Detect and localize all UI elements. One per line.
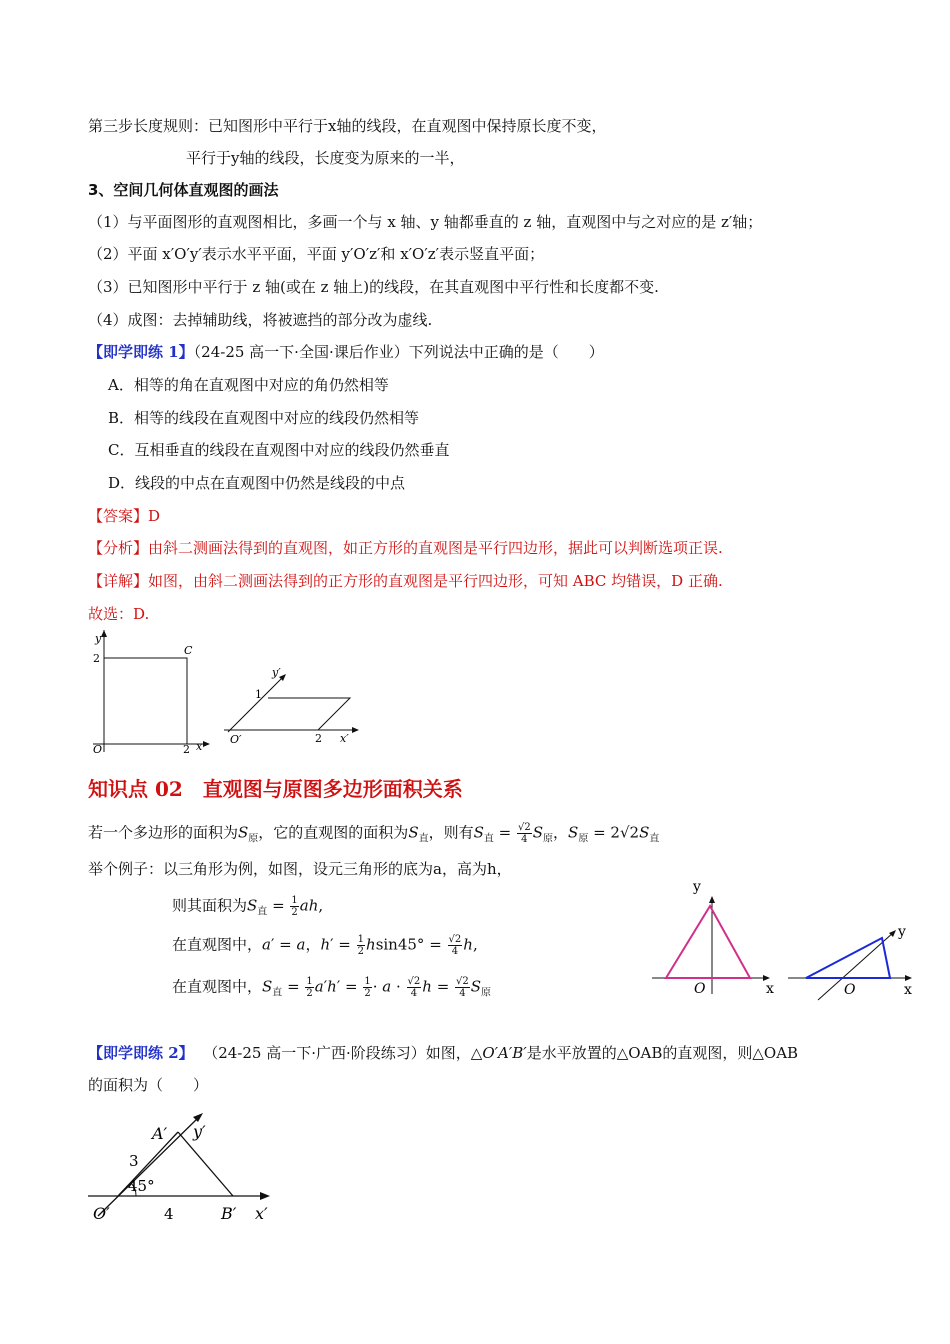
knowledge-line1-b: ，它的直观图的面积为 <box>258 823 409 842</box>
fig1-right-y-label: y′ <box>272 666 281 679</box>
sub-orig-3: 原 <box>578 833 589 845</box>
fig1-right-y-tick: 1 <box>255 688 262 701</box>
exercise1-conclusion: 故选：D. <box>88 605 150 623</box>
fig1-right-x-tick: 2 <box>315 732 322 745</box>
knowledge-direct-area-prefix: 在直观图中， <box>172 977 263 996</box>
frac-half-3: $\frac{1}{2}$ <box>306 976 313 999</box>
exercise2-tag: 【即学即练 2】 <box>88 1044 194 1062</box>
section3-item-4: （4）成图：去掉辅助线，将被遮挡的部分改为虚线. <box>88 311 433 329</box>
section3-title: 3、空间几何体直观图的画法 <box>88 181 279 199</box>
exercise1-option-b: B．相等的线段在直观图中对应的线段仍然相等 <box>108 409 420 427</box>
fig3-base-label: 4 <box>164 1205 174 1223</box>
fig1-left-origin: O <box>93 743 103 756</box>
exercise2-triangle: △O′A′B′ <box>470 1044 527 1062</box>
section3-item-2: （2）平面 x′O′y′表示水平平面，平面 y′O′z′和 x′O′z′表示竖直平面； <box>88 245 545 263</box>
fig1-left-y-label: y <box>95 632 102 645</box>
step3-rule-line2: 平行于y轴的线段，长度变为原来的一半， <box>186 149 465 167</box>
exercise1-source: （24-25 高一下·全国·课后作业）下列说法中正确的是（ ） <box>193 343 604 361</box>
figure1-square <box>88 630 218 755</box>
fig3-angle-label: 45° <box>128 1177 155 1195</box>
knowledge-direct-area: 在直观图中，$S_直$ = $\frac{1}{2}$ a′h′ = $\frac{1}{2}$ · a · $\frac{√2}{4}$ h = $\frac{√2}{4}$ $S_原$ <box>172 976 492 999</box>
knowledge-line1: 若一个多边形的面积为$S_原$，它的直观图的面积为$S_直$，则有$S_直$ = $\frac{√2}{4}$ $S_原$，$S_原 = 2√2S_直$ <box>88 822 660 845</box>
fig1-left-y-tick: 2 <box>93 652 100 665</box>
exercise1-answer: 【答案】D <box>88 507 161 525</box>
sub-orig-4: 原 <box>481 987 492 999</box>
exercise1-tag: 【即学即练 1】 <box>88 343 194 361</box>
sub-orig-1: 原 <box>248 833 259 845</box>
fig1-right-x-label: x′ <box>340 732 349 745</box>
knowledge-area-line: 则其面积为$S_直$ = $\frac{1}{2}$ ah, <box>172 895 324 918</box>
fig1-left-corner-c: C <box>184 644 193 657</box>
fig2-left-origin: O <box>694 981 706 997</box>
knowledge-line1-d: ， <box>553 823 569 842</box>
exercise1-header <box>88 342 604 362</box>
exercise1-detail: 【详解】如图，由斜二测画法得到的正方形的直观图是平行四边形，可知 ABC 均错误，D 正确. <box>88 572 723 590</box>
exercise1-analysis: 【分析】由斜二测画法得到的直观图，如正方形的直观图是平行四边形，据此可以判断选项正误. <box>88 539 723 557</box>
fig1-left-x-tick: 2 <box>183 743 190 756</box>
fig2-right-origin: O <box>844 982 856 998</box>
frac-sqrt2-over-4: $\frac{√2}{4}$ <box>518 822 531 845</box>
fig3-x-label: x′ <box>255 1204 268 1223</box>
knowledge-example: 举个例子：以三角形为例，如图，设元三角形的底为a，高为h， <box>88 860 512 878</box>
figure2-direct-triangle <box>786 920 921 1000</box>
frac-half-2: $\frac{1}{2}$ <box>357 934 365 957</box>
frac-half: $\frac{1}{2}$ <box>291 895 298 918</box>
frac-sqrt2-over-4-2: $\frac{√2}{4}$ <box>448 934 462 957</box>
fig1-left-x-label: x <box>196 740 203 753</box>
sub-direct-3: 直 <box>649 833 660 845</box>
fig2-left-y-label: y <box>693 879 701 895</box>
sub-direct-5: 直 <box>272 987 283 999</box>
section3-item-3: （3）已知图形中平行于 z 轴(或在 z 轴上)的线段，在其直观图中平行性和长度都不变. <box>88 278 659 296</box>
fig3-point-b: B′ <box>221 1204 237 1223</box>
knowledge-heading: 知识点 02 直观图与原图多边形面积关系 <box>88 777 463 801</box>
figure3-triangle <box>88 1106 288 1222</box>
fig3-point-a: A′ <box>152 1124 168 1143</box>
fig2-right-y-label: y <box>898 924 906 940</box>
exercise2-line2: 的面积为（ ） <box>88 1076 209 1094</box>
sub-direct-4: 直 <box>257 906 268 918</box>
original-triangle-shape <box>666 906 750 978</box>
exercise1-option-a: A．相等的角在直观图中对应的角仍然相等 <box>108 376 389 394</box>
fig3-side-label: 3 <box>129 1152 139 1170</box>
exercise2-rest: 是水平放置的△OAB的直观图，则△OAB <box>526 1044 799 1062</box>
frac-sqrt2-over-4-3: $\frac{√2}{4}$ <box>407 976 421 999</box>
fig2-right-x-label: x <box>904 982 912 998</box>
knowledge-direct-prefix: 在直观图中， <box>172 935 263 954</box>
fig3-y-label: y′ <box>193 1122 206 1141</box>
direct-triangle-shape <box>806 938 890 978</box>
knowledge-line1-c: ，则有 <box>428 823 474 842</box>
knowledge-line1-a: 若一个多边形的面积为 <box>88 823 239 842</box>
figure1-parallelogram <box>222 668 362 748</box>
frac-sqrt2-over-4-4: $\frac{√2}{4}$ <box>456 976 469 999</box>
frac-half-4: $\frac{1}{2}$ <box>364 976 371 999</box>
sub-orig-2: 原 <box>543 833 554 845</box>
exercise2-header <box>88 1043 798 1063</box>
knowledge-direct-dims: 在直观图中，a′ = a，h′ = $\frac{1}{2}$ hsin45° = $\frac{√2}{4}$ h, <box>172 934 478 957</box>
sub-direct-1: 直 <box>418 833 429 845</box>
step3-rule-line1: 第三步长度规则：已知图形中平行于x轴的线段，在直观图中保持原长度不变， <box>88 117 607 135</box>
exercise2-source: （24-25 高一下·广西·阶段练习）如图， <box>203 1044 471 1062</box>
section3-item-1: （1）与平面图形的直观图相比，多画一个与 x 轴、y 轴都垂直的 z 轴，直观图中与之对应的是 z′轴； <box>88 213 763 231</box>
fig3-origin: O′ <box>93 1204 110 1223</box>
exercise1-option-d: D．线段的中点在直观图中仍然是线段的中点 <box>108 474 406 492</box>
fig2-left-x-label: x <box>766 981 774 997</box>
figure2-original-triangle <box>648 876 788 996</box>
knowledge-area-label: 则其面积为 <box>172 896 248 915</box>
sub-direct-2: 直 <box>483 833 494 845</box>
fig1-right-origin: O′ <box>230 733 242 746</box>
exercise1-option-c: C．互相垂直的线段在直观图中对应的线段仍然垂直 <box>108 441 450 459</box>
